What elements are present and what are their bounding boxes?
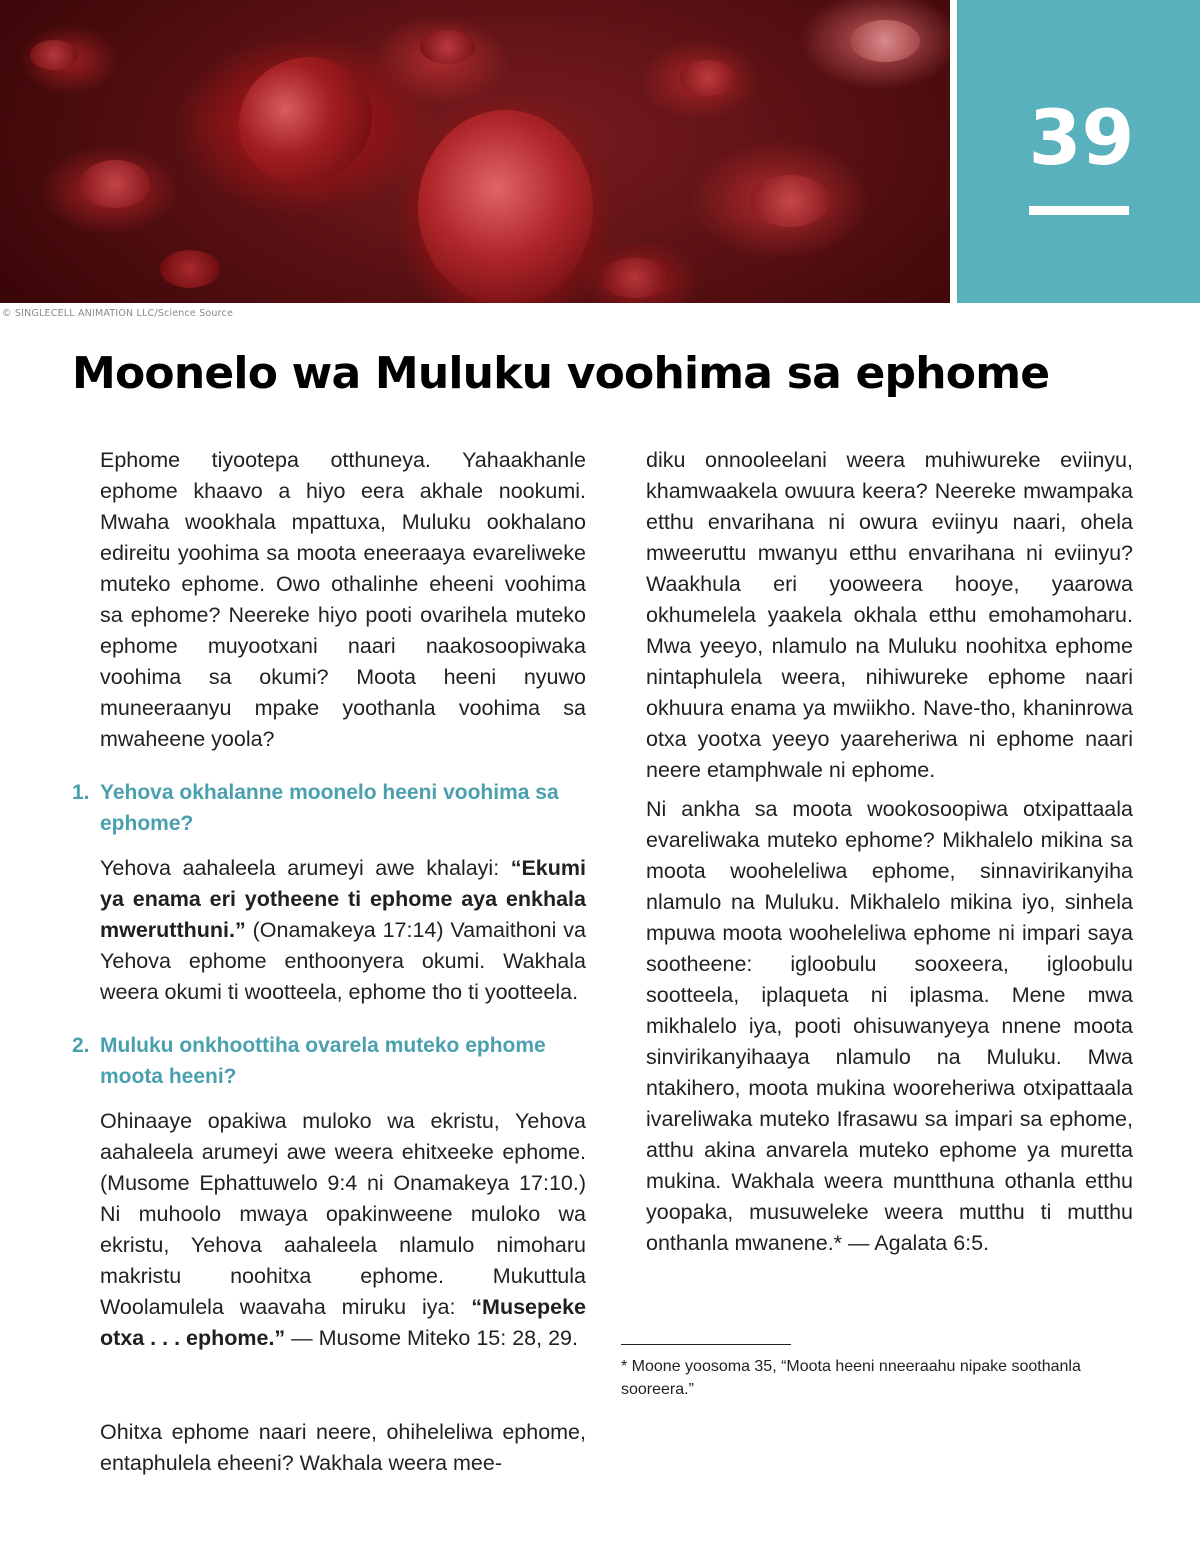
paragraph-text: (Onamakeya 17:14) Vamaithoni va Yehova ephome enthoonyera okumi. Wakhala weera okumi ti wootteela, ephome tho ti yootteela. — [100, 918, 586, 1004]
question-1-paragraph — [100, 853, 586, 1008]
chapter-number: 39 — [1028, 93, 1135, 182]
blood-cell — [850, 20, 920, 62]
scripture-quote: “Musepeke otxa . . . ephome.” — [100, 1295, 586, 1350]
page-title: Moonelo wa Muluku voohima sa ephome — [72, 348, 1050, 399]
question-text: Muluku onkhoottiha ovarela muteko ephome moota heeni? — [100, 1034, 546, 1088]
footnote-divider — [621, 1344, 791, 1345]
blood-cell — [30, 40, 78, 70]
question-2-heading — [72, 1030, 586, 1092]
paragraph-text: Yehova aahaleela arumeyi awe khalayi: — [100, 856, 511, 880]
question-1-heading — [72, 777, 586, 839]
blood-cell — [418, 110, 593, 303]
chapter-tab — [957, 0, 1200, 303]
blood-cell — [80, 160, 150, 208]
column-left-continued — [100, 1417, 586, 1483]
scripture-quote: “Ekumi ya enama eri yotheene ti ephome aya enkhala mwerutthuni.” — [100, 856, 586, 942]
scripture-reference: — Agalata 6:5. — [842, 1231, 990, 1255]
column-left — [72, 445, 586, 1362]
blood-cell — [750, 175, 830, 227]
blood-cell — [160, 250, 220, 288]
blood-cell — [600, 258, 670, 298]
paragraph-text: Ohinaaye opakiwa muloko wa ekristu, Yehova aahaleela arumeyi awe weera ehitxeeke ephome. (Musome Ephattuwelo 9:4 ni Onamakeya 17:10.) Ni muhoolo mwaya opakinweene muloko wa ekristu, Yehova aahaleela nlamulo nimoharu makristu noohitxa ephome. Mukuttula Woolamulela waavaha miruku iya: — [100, 1109, 586, 1319]
column-right — [646, 445, 1133, 1267]
question-2-paragraph-2-start: Ohitxa ephome naari neere, ohiheleliwa ephome, entaphulela eheeni? Wakhala weera mee- — [100, 1420, 586, 1475]
header-photo-red-blood-cells — [0, 0, 950, 303]
question-2-paragraph — [100, 1106, 586, 1354]
paragraph-text: — Musome Miteko 15: 28, 29. — [285, 1326, 578, 1350]
blood-cell — [218, 35, 393, 205]
question-number: 1. — [72, 781, 90, 804]
intro-paragraph: Ephome tiyootepa otthuneya. Yahaakhanle ephome khaavo a hiyo eera akhale nookumi. Mwaha wookhala mpattuxa, Muluku ookhalano edireitu yoohima sa moota eneeraaya evareliweke muteko ephome. Owo othalinhe eheeni voohima sa ephome? Neereke hiyo pooti ovarihela muteko ephome muyootxani naari naakosoopiwaka voohima sa okumi? Moota heeni nyuwo muneeraanyu mpake yoothanla voohima sa mwaheene yoola? — [100, 448, 586, 751]
question-number: 2. — [72, 1034, 90, 1057]
blood-cell — [420, 30, 475, 64]
question-2-paragraph-2-continued: diku onnooleelani weera muhiwureke eviinyu, khamwaakela owuura keera? Neereke mwampaka etthu envarihana ni owura eviinyu naari, ohela mweeruttu mwanyu etthu envarihana ni eviinyu? Waakhula eri yooweera hooye, yaarowa okhumelela yaakela okhala etthu emohamoharu. Mwa yeeyo, nlamulo na Muluku noohitxa ephome nintaphulela weera, nihiwureke ephome naari okhuura enama ya mwiikho. Nave-tho, khaninrowa otxa yootxa yeeyo yaareheriwa ni ephome naari neere etamphwale ni ephome. — [646, 448, 1133, 782]
question-2-paragraph-3 — [646, 794, 1133, 1259]
question-text: Yehova okhalanne moonelo heeni voohima sa ephome? — [100, 781, 559, 835]
photo-credit: © SINGLECELL ANIMATION LLC/Science Source — [2, 308, 234, 319]
chapter-underline — [1029, 206, 1129, 215]
blood-cell — [680, 60, 735, 96]
footnote-marker[interactable]: * — [833, 1231, 843, 1255]
paragraph-text: Ni ankha sa moota wookosoopiwa otxipattaala evareliwaka muteko ephome? Mikhalelo mikina sa moota wooheleliwa ephome, sinnavirikanyiha nlamulo na Muluku. Mikhalelo mikina iyo, sinhela mpuwa moota wooheleliwa ephome ni impari saya sootheene: igloobulu sooxeera, igloobulu sootteela, iplaqueta ni iplasma. Mene mwa mikhalelo iya, pooti ohisuwanyeya nnene moota sinvirikanyihaaya nlamulo na Muluku. Mwa ntakihero, moota mukina wooreheriwa otxipattaala ivareliwaka muteko Ifrasawu sa impari sa ephome, atthu akina anvarela muteko ephome ya muretta mukina. Wakhala weera muntthuna othanla etthu yoopaka, musuweleke weera mutthu ti mutthu onthanla mwanene. — [646, 797, 1133, 1255]
footnote: * Moone yoosoma 35, “Moota heeni nneeraahu nipake soothanla sooreera.” — [621, 1358, 1081, 1398]
